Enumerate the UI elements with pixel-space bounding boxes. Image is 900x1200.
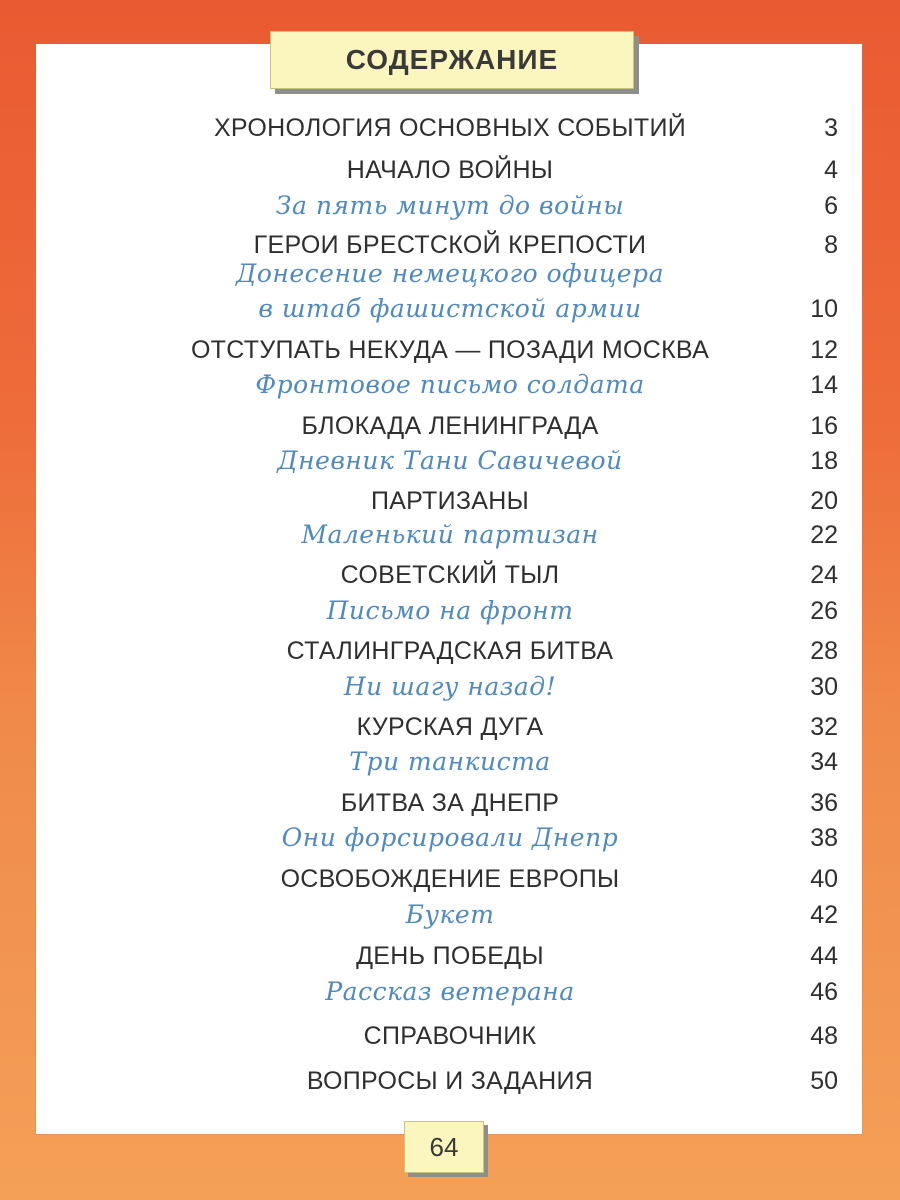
toc-entry-crossed-dnieper[interactable] bbox=[0, 820, 900, 856]
toc-entry-veteran-story[interactable] bbox=[0, 974, 900, 1010]
toc-entry-front-letter[interactable] bbox=[0, 367, 900, 403]
toc-entry-home-front[interactable] bbox=[0, 557, 900, 593]
toc-entry-letter-to-front[interactable] bbox=[0, 593, 900, 629]
toc-page-number: 42 bbox=[810, 901, 838, 929]
toc-entry-questions[interactable] bbox=[0, 1063, 900, 1099]
toc-heading: ДЕНЬ ПОБЕДЫ bbox=[356, 942, 544, 970]
page-number: 64 bbox=[429, 1131, 459, 1162]
toc-heading: СТАЛИНГРАДСКАЯ БИТВА bbox=[286, 637, 614, 665]
page-number-box bbox=[404, 1121, 484, 1173]
toc-page-number: 3 bbox=[824, 114, 838, 142]
toc-story: Три танкиста bbox=[349, 747, 551, 776]
toc-page-number: 46 bbox=[810, 978, 838, 1006]
toc-story: Они форсировали Днепр bbox=[281, 823, 619, 852]
toc-entry-europe[interactable] bbox=[0, 861, 900, 897]
toc-story-line-1: Донесение немецкого офицера bbox=[236, 259, 664, 288]
toc-entry-dnieper[interactable] bbox=[0, 785, 900, 821]
toc-entry-bouquet[interactable] bbox=[0, 897, 900, 933]
toc-entry-tanya-diary[interactable] bbox=[0, 443, 900, 479]
toc-page-number: 50 bbox=[810, 1067, 838, 1095]
toc-story: Рассказ ветерана bbox=[325, 977, 575, 1006]
toc-heading: СПРАВОЧНИК bbox=[363, 1022, 537, 1050]
toc-story: Письмо на фронт bbox=[326, 596, 574, 625]
toc-entry-reference[interactable] bbox=[0, 1018, 900, 1054]
toc-heading: ВОПРОСЫ И ЗАДАНИЯ bbox=[306, 1067, 594, 1095]
toc-entry-kursk[interactable] bbox=[0, 709, 900, 745]
toc-page-number: 32 bbox=[810, 713, 838, 741]
toc-story: Ни шагу назад! bbox=[343, 672, 557, 701]
toc-entry-officer-report[interactable] bbox=[0, 256, 900, 332]
toc-page-number: 40 bbox=[810, 865, 838, 893]
toc-story: Дневник Тани Савичевой bbox=[277, 446, 623, 475]
toc-heading: СОВЕТСКИЙ ТЫЛ bbox=[340, 561, 560, 589]
toc-entry-victory-day[interactable] bbox=[0, 938, 900, 974]
toc-entry-chronology[interactable] bbox=[0, 110, 900, 146]
toc-page-number: 22 bbox=[810, 521, 838, 549]
toc-entry-war-start[interactable] bbox=[0, 152, 900, 188]
page-title: СОДЕРЖАНИЕ bbox=[345, 44, 559, 75]
toc-story: Фронтовое письмо солдата bbox=[255, 370, 645, 399]
toc-entry-little-partisan[interactable] bbox=[0, 517, 900, 553]
toc-entry-leningrad[interactable] bbox=[0, 408, 900, 444]
toc-entry-not-a-step-back[interactable] bbox=[0, 669, 900, 705]
toc-page-number: 28 bbox=[810, 637, 838, 665]
toc-page-number: 14 bbox=[810, 371, 838, 399]
toc-page-number: 10 bbox=[810, 295, 838, 323]
toc-heading: КУРСКАЯ ДУГА bbox=[356, 713, 544, 741]
toc-entry-partisans[interactable] bbox=[0, 483, 900, 519]
toc-page-number: 16 bbox=[810, 412, 838, 440]
toc-page-number: 36 bbox=[810, 789, 838, 817]
toc-heading: НАЧАЛО ВОЙНЫ bbox=[346, 156, 554, 184]
toc-entry-stalingrad[interactable] bbox=[0, 633, 900, 669]
toc-heading: ХРОНОЛОГИЯ ОСНОВНЫХ СОБЫТИЙ bbox=[213, 114, 687, 142]
toc-entry-five-minutes[interactable] bbox=[0, 188, 900, 224]
toc-page-number: 44 bbox=[810, 942, 838, 970]
toc-page-number: 48 bbox=[810, 1022, 838, 1050]
toc-heading: БЛОКАДА ЛЕНИНГРАДА bbox=[301, 412, 599, 440]
toc-page-number: 18 bbox=[810, 447, 838, 475]
toc-entry-moscow[interactable] bbox=[0, 332, 900, 368]
toc-heading: ГЕРОИ БРЕСТСКОЙ КРЕПОСТИ bbox=[253, 231, 647, 259]
toc-page-number: 26 bbox=[810, 597, 838, 625]
toc-page-number: 24 bbox=[810, 561, 838, 589]
toc-page-number: 20 bbox=[810, 487, 838, 515]
toc-entry-three-tankmen[interactable] bbox=[0, 744, 900, 780]
toc-heading: ПАРТИЗАНЫ bbox=[370, 487, 530, 515]
contents-title-box bbox=[270, 31, 634, 89]
toc-heading: ОТСТУПАТЬ НЕКУДА — ПОЗАДИ МОСКВА bbox=[190, 336, 710, 364]
toc-story: Маленький партизан bbox=[301, 520, 599, 549]
toc-heading: БИТВА ЗА ДНЕПР bbox=[340, 789, 560, 817]
toc-page-number: 34 bbox=[810, 748, 838, 776]
toc-page-number: 4 bbox=[824, 156, 838, 184]
toc-page-number: 6 bbox=[824, 192, 838, 220]
toc-story: Букет bbox=[405, 900, 495, 929]
toc-story: За пять минут до войны bbox=[275, 191, 625, 220]
toc-heading: ОСВОБОЖДЕНИЕ ЕВРОПЫ bbox=[280, 865, 620, 893]
toc-page-number: 30 bbox=[810, 673, 838, 701]
toc-page-number: 38 bbox=[810, 824, 838, 852]
toc-page-number: 12 bbox=[810, 336, 838, 364]
toc-page-number: 8 bbox=[824, 231, 838, 259]
toc-story-line-2: в штаб фашистской армии bbox=[258, 294, 642, 323]
